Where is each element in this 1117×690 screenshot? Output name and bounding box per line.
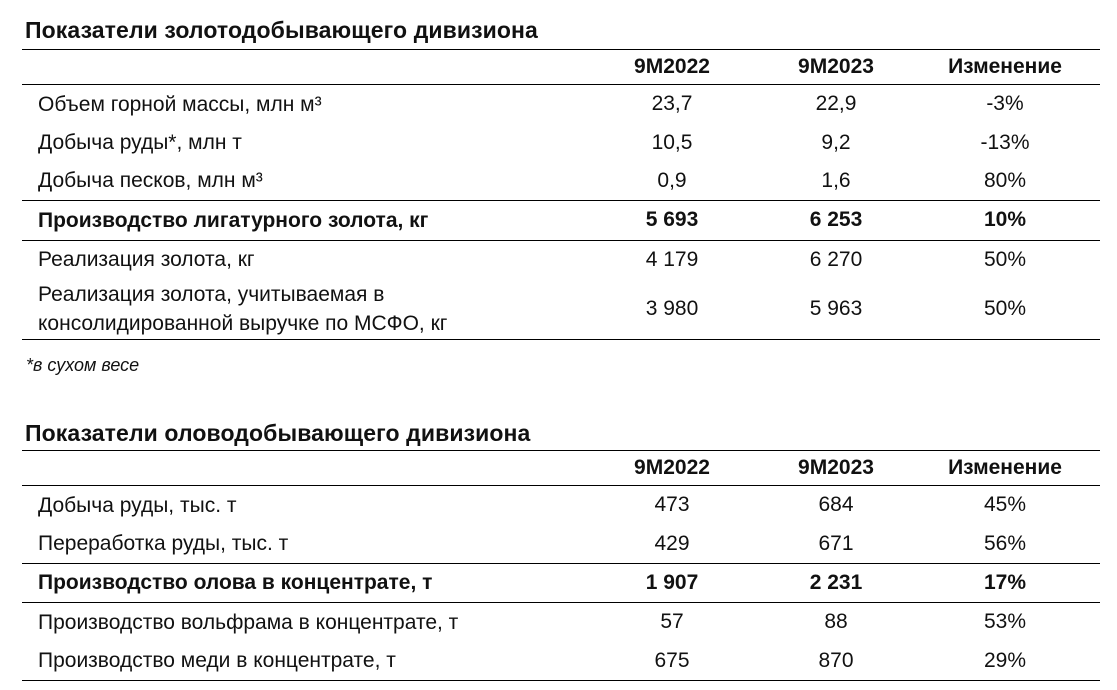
indicator-name: Объем горной массы, млн м³ [38,92,322,116]
value-change: 45% [983,493,1027,517]
value-change: 80% [983,168,1027,192]
value-9m2023: 2 231 [762,563,910,602]
value-9m2022: 0,9 [657,168,687,192]
column-header-change: Изменение [910,451,1100,486]
column-header-9m2022: 9M2022 [582,451,762,486]
table-row [22,524,1100,563]
table-header-row [22,451,1100,486]
value-change: 50% [983,247,1027,271]
indicator-name: Реализация золота, кг [38,248,255,272]
value-9m2022: 473 [654,493,690,517]
column-header-9m2023: 9M2023 [762,451,910,486]
table-row [22,279,1100,340]
indicator-name: Производство меди в концентрате, т [22,642,582,681]
value-9m2023: 6 253 [762,201,910,240]
indicator-name: Переработка руды, тыс. т [38,532,289,556]
value-change: 17% [910,563,1100,602]
value-9m2022: 1 907 [582,563,762,602]
value-change: 10% [910,201,1100,240]
value-9m2022: 675 [582,642,762,681]
table-row [22,642,1100,681]
indicator-name: Добыча руды, тыс. т [38,493,237,517]
table-row [22,603,1100,642]
value-9m2023: 870 [762,642,910,681]
table-header-row [22,50,1100,85]
indicator-name: Добыча песков, млн м³ [38,169,263,193]
table-row [22,486,1100,525]
indicator-name: Производство олова в концентрате, т [22,563,582,602]
value-change: -13% [980,130,1030,154]
value-9m2022: 10,5 [651,130,693,154]
value-change: 53% [983,610,1027,634]
indicator-name: Добыча руды*, млн т [38,131,242,155]
column-header-indicator [22,50,582,85]
column-header-change: Изменение [910,50,1100,85]
value-9m2022: 3 980 [582,279,762,340]
column-header-9m2022: 9M2022 [582,50,762,85]
tin-division-table [22,450,1100,681]
value-9m2023: 1,6 [821,168,851,192]
value-9m2022: 4 179 [645,247,699,271]
footnote: *в сухом весе [26,355,140,375]
value-9m2023: 88 [824,610,848,634]
value-9m2023: 6 270 [809,247,863,271]
value-9m2023: 9,2 [821,130,851,154]
table-row [22,85,1100,124]
value-9m2023: 22,9 [815,92,857,116]
value-change: 56% [983,531,1027,555]
value-change: -3% [986,92,1024,116]
indicator-name: Реализация золота, учитываемая в консолидированной выручке по МСФО, кг [22,279,582,340]
indicator-name: Производство лигатурного золота, кг [22,201,582,240]
value-9m2023: 684 [818,493,854,517]
value-9m2022: 57 [660,610,684,634]
value-9m2023: 671 [818,531,854,555]
value-9m2023: 5 963 [762,279,910,340]
table-row-highlighted [22,201,1100,240]
column-header-9m2023: 9M2023 [762,50,910,85]
value-change: 50% [910,279,1100,340]
table-row [22,162,1100,201]
value-change: 29% [910,642,1100,681]
table-row-highlighted [22,563,1100,602]
value-9m2022: 23,7 [651,92,693,116]
column-header-indicator [22,451,582,486]
gold-division-table [22,49,1100,340]
table-row [22,240,1100,279]
indicator-name: Производство вольфрама в концентрате, т [38,610,459,634]
gold-division-title: Показатели золотодобывающего дивизиона [25,17,538,43]
tin-division-title: Показатели оловодобывающего дивизиона [25,420,531,446]
value-9m2022: 429 [654,531,690,555]
table-row [22,123,1100,161]
value-9m2022: 5 693 [582,201,762,240]
